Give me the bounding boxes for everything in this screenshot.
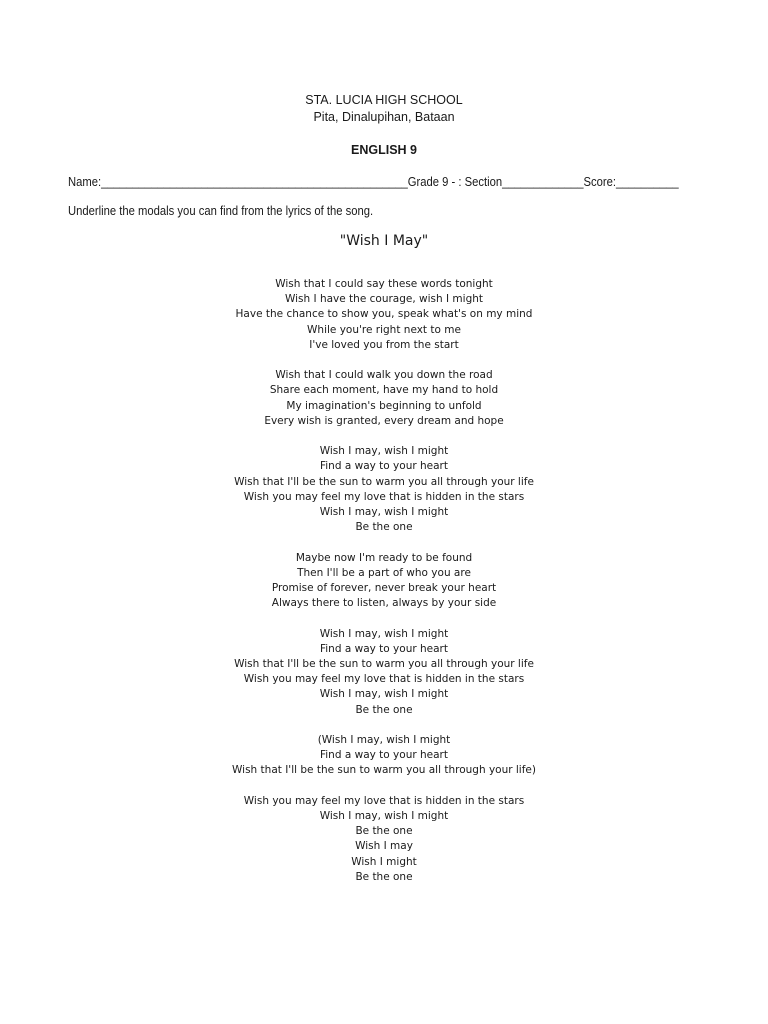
lyric-line: Be the one	[355, 521, 413, 534]
song-lyrics	[0, 277, 768, 900]
score-label: Score:	[583, 175, 617, 189]
section-blank: _____________	[502, 175, 584, 189]
lyric-line: Wish I may, wish I might	[319, 688, 449, 701]
lyric-stanza	[0, 794, 768, 885]
lyric-line: Be the one	[355, 703, 413, 716]
lyric-line: Wish you may feel my love that is hidden in the stars	[243, 794, 525, 807]
lyric-line: Wish that I'll be the sun to warm you all through your life	[234, 475, 534, 488]
lyric-line: Wish that I'll be the sun to warm you all through your life	[234, 658, 534, 671]
name-label: Name:	[68, 175, 102, 189]
lyric-line: Wish I may, wish I might	[319, 445, 449, 458]
lyric-line: Share each moment, have my hand to hold	[269, 384, 499, 397]
score-blank: __________	[616, 175, 679, 189]
lyric-line: Find a way to your heart	[319, 749, 448, 762]
lyric-line: I've loved you from the start	[309, 338, 459, 351]
lyric-stanza	[0, 444, 768, 535]
lyric-line: Be the one	[355, 825, 413, 838]
song-title: "Wish I May"	[339, 233, 429, 249]
lyric-line: (Wish I may, wish I might	[317, 734, 451, 747]
lyric-line: Wish I may, wish I might	[319, 627, 449, 640]
grade-section-label: Grade 9 - : Section	[407, 175, 503, 189]
lyric-line: Wish that I could walk you down the road	[275, 369, 493, 382]
lyric-line: Wish you may feel my love that is hidden in the stars	[243, 673, 525, 686]
instructions: Underline the modals you can find from the lyrics of the song.	[68, 204, 374, 218]
student-info-line	[68, 175, 679, 189]
school-name: STA. LUCIA HIGH SCHOOL	[305, 93, 463, 107]
lyric-line: Wish I may, wish I might	[319, 506, 449, 519]
lyric-line: Find a way to your heart	[319, 460, 448, 473]
lyric-line: Be the one	[355, 870, 413, 883]
lyric-line: Maybe now I'm ready to be found	[295, 551, 473, 564]
lyric-line: Wish I might	[351, 855, 417, 868]
lyric-line: Wish that I'll be the sun to warm you all through your life)	[232, 764, 536, 777]
lyric-line: Wish I have the courage, wish I might	[284, 293, 484, 306]
lyric-line: Have the chance to show you, speak what's on my mind	[235, 308, 533, 321]
lyric-line: Then I'll be a part of who you are	[297, 566, 471, 579]
lyric-line: My imagination's beginning to unfold	[286, 399, 482, 412]
name-blank: _________________________________________________	[101, 175, 408, 189]
lyric-line: Wish you may feel my love that is hidden in the stars	[243, 490, 525, 503]
lyric-stanza	[0, 368, 768, 429]
lyric-stanza	[0, 551, 768, 612]
lyric-line: Wish that I could say these words tonight	[275, 278, 493, 290]
lyric-line: Wish I may, wish I might	[319, 810, 449, 823]
lyric-line: Promise of forever, never break your heart	[271, 582, 497, 595]
lyric-line: Always there to listen, always by your side	[271, 597, 497, 610]
lyric-line: Wish I may	[355, 840, 413, 853]
lyric-stanza	[0, 733, 768, 779]
school-address: Pita, Dinalupihan, Bataan	[313, 110, 455, 124]
lyric-line: Every wish is granted, every dream and hope	[264, 414, 504, 427]
lyric-line: While you're right next to me	[307, 323, 461, 336]
lyric-line: Find a way to your heart	[319, 642, 448, 655]
lyric-stanza	[0, 277, 768, 353]
lyric-stanza	[0, 627, 768, 718]
subject-title: ENGLISH 9	[351, 143, 417, 157]
